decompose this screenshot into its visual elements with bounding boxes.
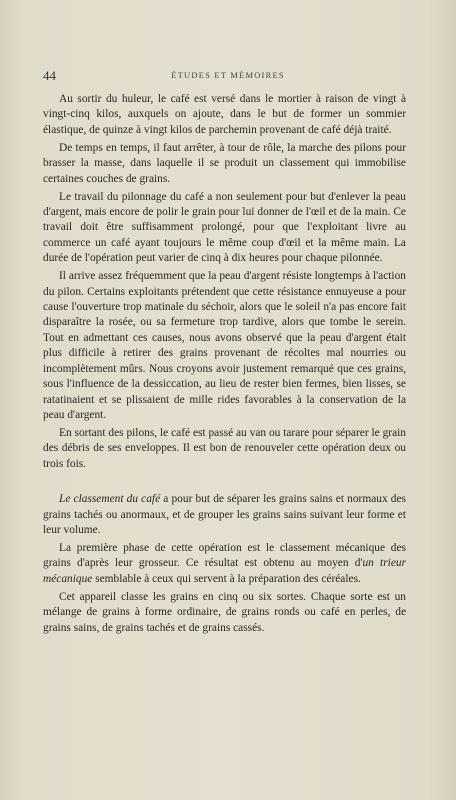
paragraph-4: Il arrive assez fréquemment que la peau d'argent résiste longtemps à l'action du pilon. Certains exploitants prétendent que cette résistance ennuyeuse a pour cause l'ouverture trop matinale du séchoir, alors que le soleil n'a pas encore fait disparaître la rosée, ou sa fermeture trop tardive, alors que tombe le serein. Tout en admettant ces causes, nous avons observé que la peau d'argent était plus difficile à retirer des grains provenant de récoltes mal nourries ou incomplètement mûrs. Nous croyons avoir justement remarqué que ces grains, sous l'influence de la dessiccation, au lieu de rester bien fermes, bien lisses, se ratatinaient et se plissaient de mille rides favorables à la conservation de la peau d'argent. <box>43 270 406 421</box>
paragraph-8: Cet appareil classe les grains en cinq ou six sortes. Chaque sorte est un mélange de grains à forme ordinaire, de grains ronds ou café en perles, de grains sains, de grains tachés et de grains cassés. <box>43 590 406 634</box>
page-number: 44 <box>43 68 56 83</box>
paragraph-3: Le travail du pilonnage du café a non seulement pour but d'enlever la peau d'argent, mais encore de polir le grain pour lui donner de l'œil et de la main. Ce travail doit être suffisamment prolongé, pour que l'exploitant livre au commerce un café ayant toujours le même coup d'œil et la même main. La durée de l'opération peut varier de cinq à dix heures pour chaque pilonnée. <box>43 190 406 265</box>
paragraph-6-text: a pour but de séparer les grains sains et normaux des grains tachés ou anormaux, et de grouper les grains sains suivant leur forme et leur volume. <box>43 493 406 536</box>
paragraph-7-after: semblable à ceux qui servent à la préparation des céréales. <box>92 572 361 585</box>
paragraph-1: Au sortir du huleur, le café est versé dans le mortier à raison de vingt à vingt-cinq kilos, auxquels on ajoute, dans le but de former un sommier élastique, de quinze à vingt kilos de parchemin provenant de café déjà traité. <box>43 93 406 136</box>
paragraph-7 <box>43 541 406 587</box>
paragraph-2: De temps en temps, il faut arrêter, à tour de rôle, la marche des pilons pour brasser la masse, dans laquelle il se produit un classement qui immobilise certaines couches de grains. <box>43 141 406 185</box>
section-title: Le classement du café <box>59 493 161 506</box>
paragraph-7-emphasis: un trieur mécanique <box>43 557 407 585</box>
body-text <box>43 92 406 639</box>
paragraph-5: En sortant des pilons, le café est passé au van ou tarare pour séparer le grain des débris de ses enveloppes. Il est bon de renouveler cette opération deux ou trois fois. <box>43 426 406 470</box>
paragraph-6 <box>43 492 406 538</box>
running-head: ÉTUDES ET MÉMOIRES <box>171 70 285 80</box>
page-header <box>43 68 413 82</box>
paragraph-7-before: La première phase de cette opération est le classement mécanique des grains d'après leur grosseur. Ce résultat est obtenu au moyen d' <box>43 541 406 570</box>
